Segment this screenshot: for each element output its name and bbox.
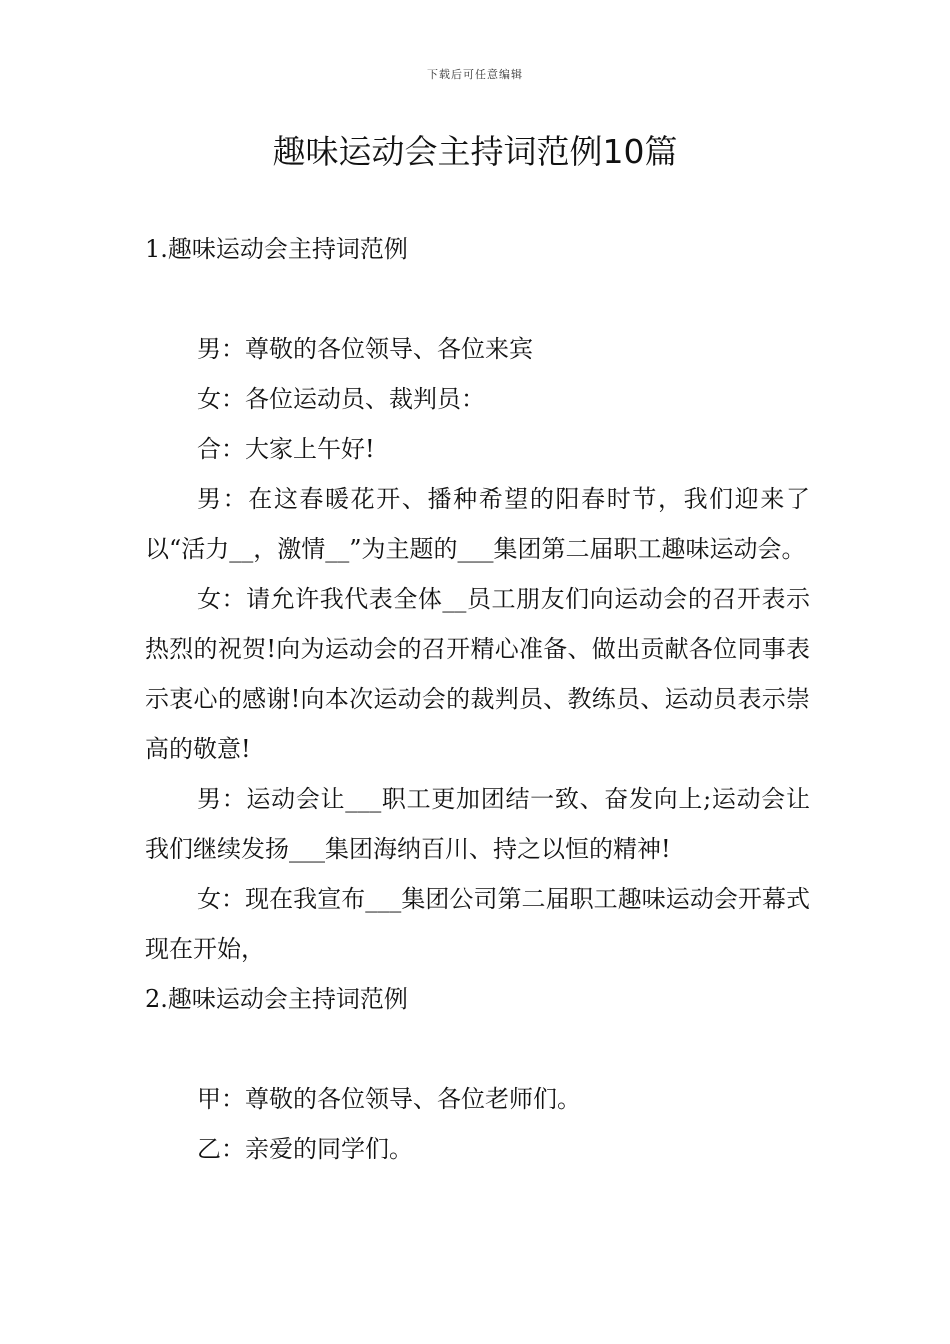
paragraph: 女：现在我宣布___集团公司第二届职工趣味运动会开幕式现在开始， — [145, 885, 810, 963]
paragraph: 男：在这春暖花开、播种希望的阳春时节，我们迎来了以“活力__，激情__”为主题的___集团第二届职工趣味运动会。 — [145, 485, 810, 563]
paragraph: 男：运动会让___职工更加团结一致、奋发向上;运动会让我们继续发扬___集团海纳百川、持之以恒的精神! — [145, 785, 810, 863]
section-heading: 1.趣味运动会主持词范例 — [145, 235, 408, 263]
paragraph: 合：大家上午好! — [197, 435, 375, 463]
section-heading: 2.趣味运动会主持词范例 — [145, 985, 408, 1013]
paragraph: 乙：亲爱的同学们。 — [197, 1135, 413, 1163]
document-body — [145, 224, 810, 1174]
header-note: 下载后可任意编辑 — [427, 68, 523, 81]
paragraph: 甲：尊敬的各位领导、各位老师们。 — [197, 1085, 581, 1113]
paragraph: 女：各位运动员、裁判员： — [197, 385, 485, 413]
blank-line — [145, 274, 810, 324]
paragraph: 男：尊敬的各位领导、各位来宾 — [197, 335, 533, 363]
blank-line — [145, 1024, 810, 1074]
paragraph: 女：请允许我代表全体__员工朋友们向运动会的召开表示热烈的祝贺!向为运动会的召开精心准备、做出贡献各位同事表示衷心的感谢!向本次运动会的裁判员、教练员、运动员表示崇高的敬意! — [145, 585, 810, 763]
document-title: 趣味运动会主持词范例10篇 — [272, 132, 678, 171]
